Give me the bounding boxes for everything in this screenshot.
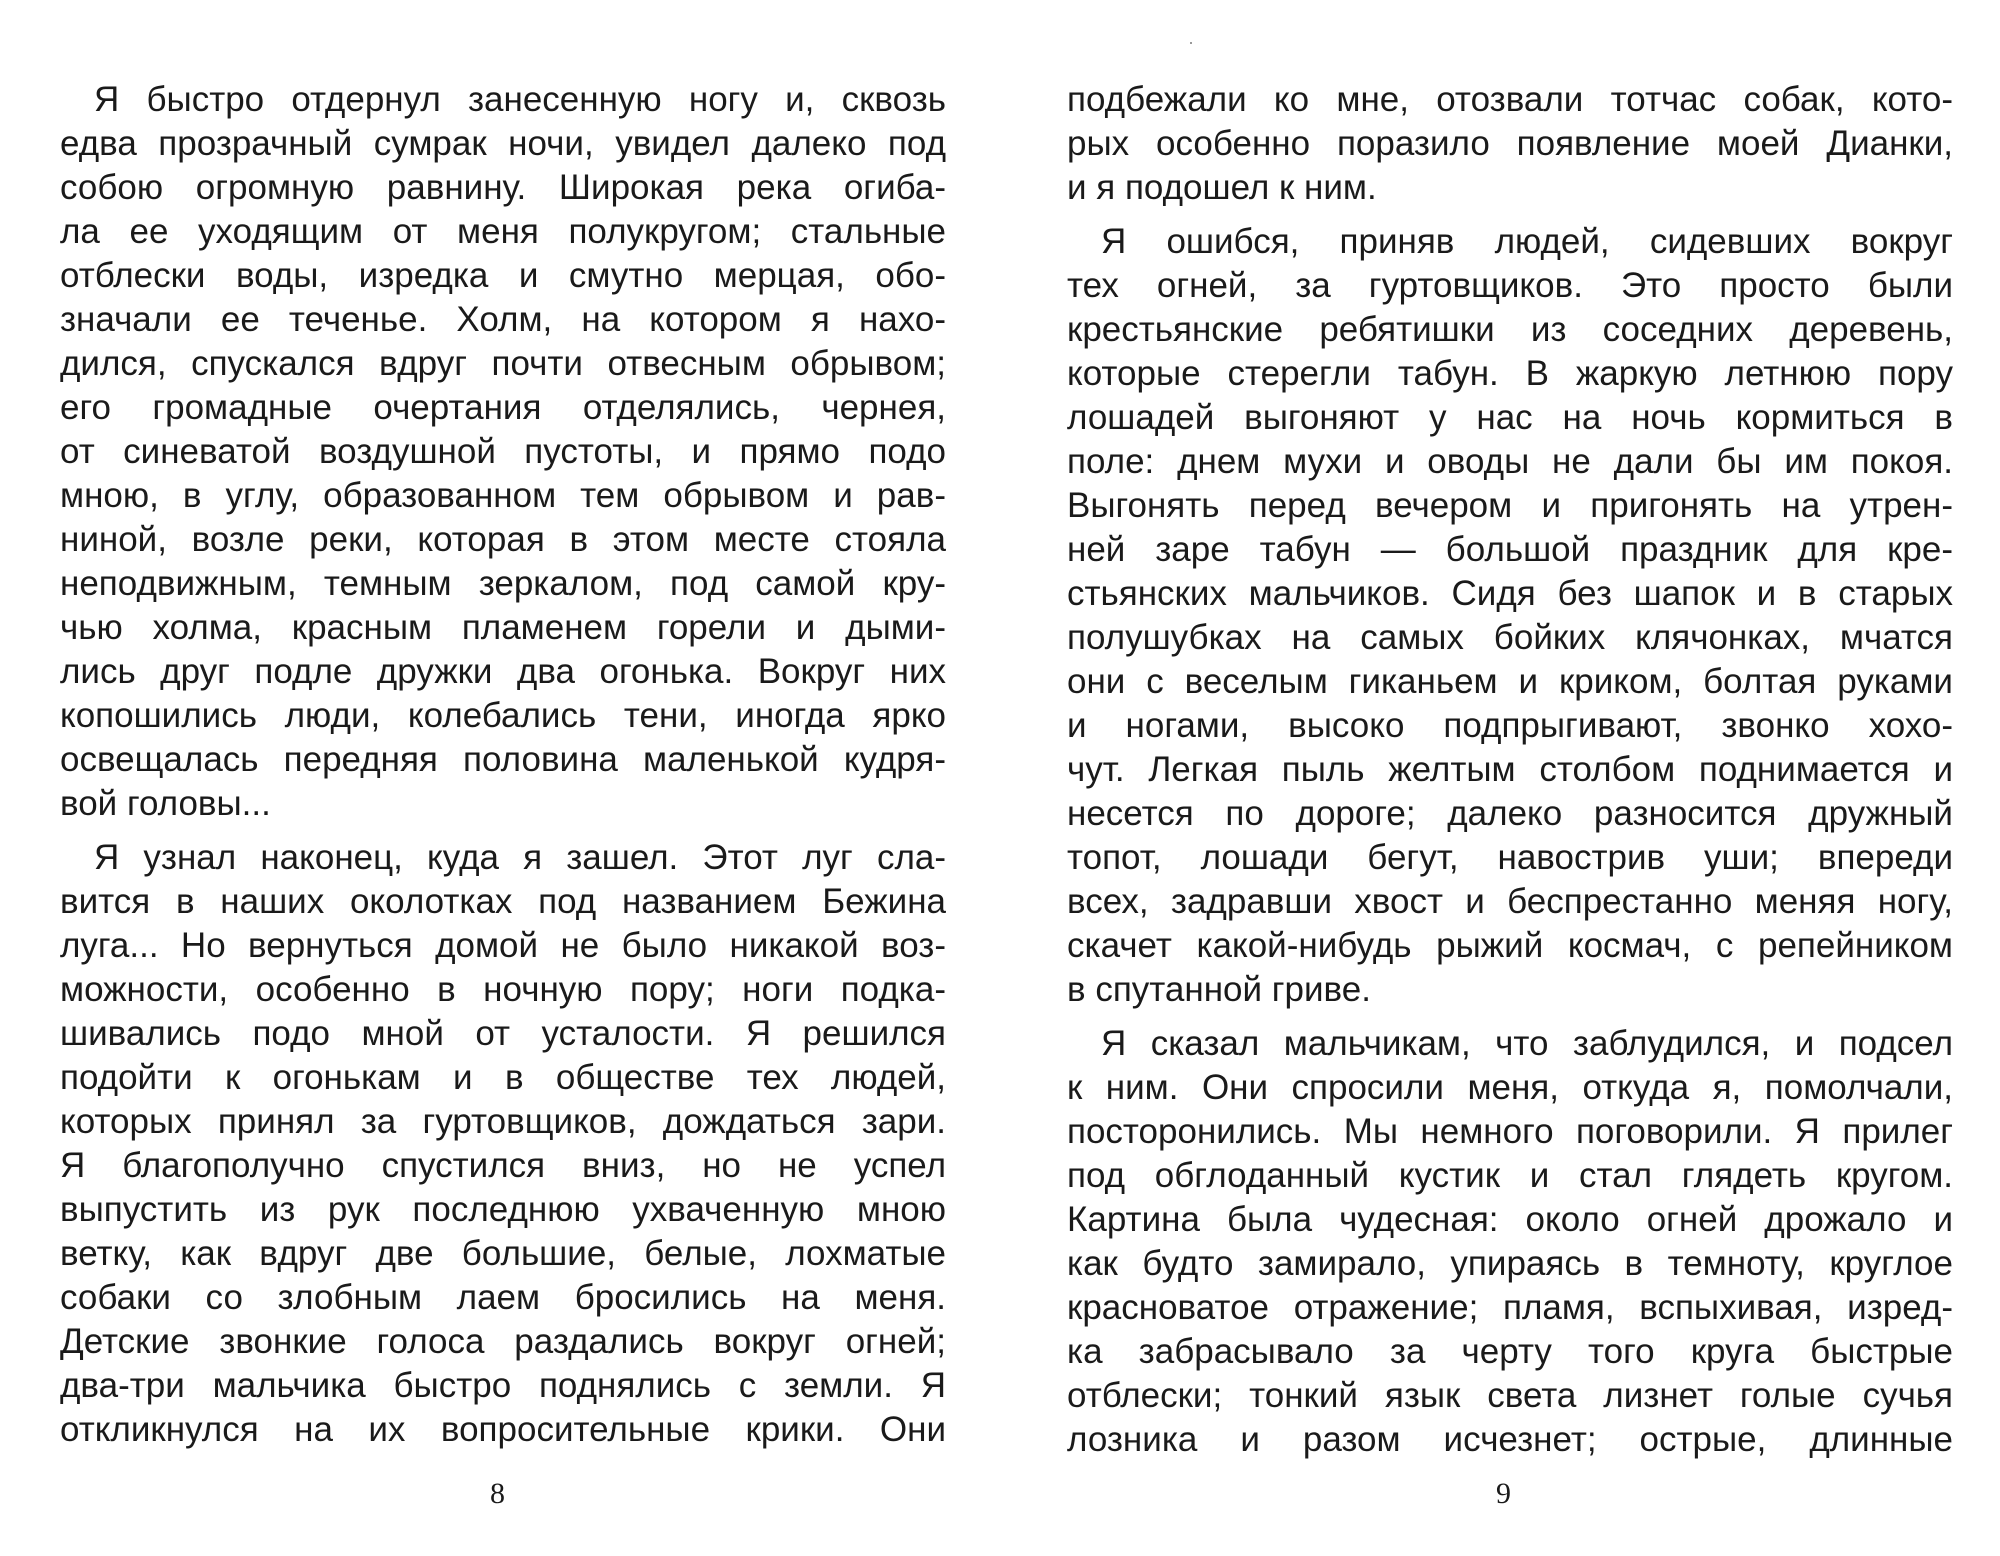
right-page (1067, 78, 1953, 1462)
text-line: лошадей выгоняют у нас на ночь кормиться в (1067, 398, 1953, 437)
text-line: лозника и разом исчезнет; острые, длинные (1067, 1420, 1953, 1459)
text-line: которых принял за гуртовщиков, дождаться зари. (60, 1102, 946, 1141)
text-line: Картина была чудесная: около огней дрожало и (1067, 1200, 1953, 1239)
text-line: в спутанной гриве. (1067, 970, 1371, 1009)
text-line: едва прозрачный сумрак ночи, увидел далеко под (60, 124, 946, 163)
text-line: крестьянские ребятишки из соседних деревень, (1067, 310, 1953, 349)
text-line: Я сказал мальчикам, что заблудился, и подсел (1101, 1024, 1953, 1063)
text-line: Я быстро отдернул занесенную ногу и, сквозь (94, 80, 946, 119)
text-line: скачет какой-нибудь рыжий космач, с репейником (1067, 926, 1953, 965)
text-line: подойти к огонькам и в обществе тех людей, (60, 1058, 946, 1097)
page-number: 9 (1496, 1477, 1511, 1510)
text-line: ней заре табун — большой праздник для кре- (1067, 530, 1953, 569)
text-line: ветку, как вдруг две большие, белые, лохматые (60, 1234, 946, 1273)
page-number: 8 (490, 1477, 505, 1510)
text-line: под обглоданный кустик и стал глядеть кругом. (1067, 1156, 1953, 1195)
text-line: освещалась передняя половина маленькой кудря- (60, 740, 946, 779)
text-line: Выгонять перед вечером и пригонять на утрен- (1067, 486, 1953, 525)
text-line: отблески; тонкий язык света лизнет голые сучья (1067, 1376, 1953, 1415)
text-line: луга... Но вернуться домой не было никакой воз- (60, 926, 946, 965)
text-line: значали ее теченье. Холм, на котором я нахо- (60, 300, 946, 339)
text-line: отблески воды, изредка и смутно мерцая, обо- (60, 256, 946, 295)
text-line: стьянских мальчиков. Сидя без шапок и в старых (1067, 574, 1953, 613)
text-line: выпустить из рук последнюю ухваченную мною (60, 1190, 946, 1229)
print-speck (1190, 42, 1192, 44)
text-line: его громадные очертания отделялись, чернея, (60, 388, 946, 427)
text-line: тех огней, за гуртовщиков. Это просто были (1067, 266, 1953, 305)
text-line: несется по дороге; далеко разносится дружный (1067, 794, 1953, 833)
text-line: они с веселым гиканьем и криком, болтая руками (1067, 662, 1953, 701)
text-line: Я ошибся, приняв людей, сидевших вокруг (1101, 222, 1953, 261)
text-line: ла ее уходящим от меня полукругом; стальные (60, 212, 946, 251)
text-line: Я благополучно спустился вниз, но не успел (60, 1146, 946, 1185)
text-line: дился, спускался вдруг почти отвесным обрывом; (60, 344, 946, 383)
text-line: собою огромную равнину. Широкая река огиба- (60, 168, 946, 207)
text-line: к ним. Они спросили меня, откуда я, помолчали, (1067, 1068, 1953, 1107)
text-line: мною, в углу, образованном тем обрывом и рав- (60, 476, 946, 515)
text-line: посторонились. Мы немного поговорили. Я прилег (1067, 1112, 1953, 1151)
text-line: вится в наших околотках под названием Бежина (60, 882, 946, 921)
text-line: шивались подо мной от усталости. Я решился (60, 1014, 946, 1053)
text-line: копошились люди, колебались тени, иногда ярко (60, 696, 946, 735)
text-line: собаки со злобным лаем бросились на меня. (60, 1278, 946, 1317)
text-line: чут. Легкая пыль желтым столбом поднимается и (1067, 750, 1953, 789)
text-line: красноватое отражение; пламя, вспыхивая, изред- (1067, 1288, 1953, 1327)
text-line: всех, задравши хвост и беспрестанно меняя ногу, (1067, 882, 1953, 921)
text-line: лись друг подле дружки два огонька. Вокруг них (60, 652, 946, 691)
text-line: неподвижным, темным зеркалом, под самой кру- (60, 564, 946, 603)
text-line: поле: днем мухи и оводы не дали бы им покоя. (1067, 442, 1953, 481)
left-page (60, 78, 946, 1452)
text-line: от синеватой воздушной пустоты, и прямо подо (60, 432, 946, 471)
text-line: ниной, возле реки, которая в этом месте стояла (60, 520, 946, 559)
text-line: подбежали ко мне, отозвали тотчас собак, кото- (1067, 80, 1953, 119)
text-line: и ногами, высоко подпрыгивают, звонко хохо- (1067, 706, 1953, 745)
text-line: и я подошел к ним. (1067, 168, 1377, 207)
text-line: вой головы... (60, 784, 271, 823)
text-line: топот, лошади бегут, навострив уши; впереди (1067, 838, 1953, 877)
text-line: Детские звонкие голоса раздались вокруг огней; (60, 1322, 946, 1361)
text-line: чью холма, красным пламенем горели и дыми- (60, 608, 946, 647)
text-line: как будто замирало, упираясь в темноту, круглое (1067, 1244, 1953, 1283)
text-line: Я узнал наконец, куда я зашел. Этот луг сла- (94, 838, 946, 877)
text-line: рых особенно поразило появление моей Дианки, (1067, 124, 1953, 163)
text-line: полушубках на самых бойких клячонках, мчатся (1067, 618, 1953, 657)
text-line: которые стерегли табун. В жаркую летнюю пору (1067, 354, 1953, 393)
text-line: можности, особенно в ночную пору; ноги подка- (60, 970, 946, 1009)
text-line: ка забрасывало за черту того круга быстрые (1067, 1332, 1953, 1371)
text-line: откликнулся на их вопросительные крики. Они (60, 1410, 946, 1449)
text-line: два-три мальчика быстро поднялись с земли. Я (60, 1366, 946, 1405)
